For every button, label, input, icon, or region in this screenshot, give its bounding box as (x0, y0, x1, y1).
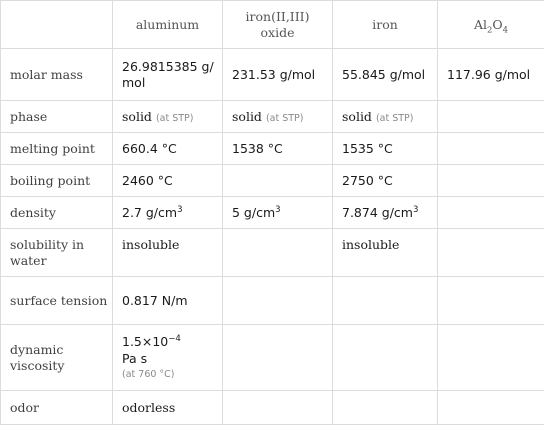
cell-iron-viscosity (333, 325, 438, 391)
exp-iron-density: 3 (412, 204, 419, 215)
cell-iron-density (333, 197, 438, 229)
cell-iron-oxide-density (223, 197, 333, 229)
value-iron-oxide-phase: solid (232, 108, 262, 124)
formula-al: Al (473, 16, 487, 32)
formula-sub-4: 4 (502, 25, 509, 35)
header-row (1, 1, 544, 49)
table-row-density (1, 197, 544, 229)
cell-al2o4-viscosity (438, 325, 544, 391)
cell-iron-melting-point: 1535 °C (333, 133, 438, 165)
table-row-odor (1, 391, 544, 425)
corner-cell (1, 1, 113, 49)
mantissa-aluminum-viscosity: 1.5×10 (122, 333, 169, 349)
cell-aluminum-boiling-point: 2460 °C (113, 165, 223, 197)
cell-iron-phase (333, 101, 438, 133)
row-label-solubility: solubility in water (1, 229, 113, 277)
value-iron-phase: solid (342, 108, 372, 124)
column-header-aluminum: aluminum (113, 1, 223, 49)
column-header-iron-oxide-text: iron(II,III) oxide (245, 8, 310, 40)
row-label-surface-tension: surface tension (1, 277, 113, 325)
cell-iron-oxide-solubility (223, 229, 333, 277)
cell-al2o4-odor (438, 391, 544, 425)
formula-o: O (492, 16, 503, 32)
cell-iron-surface-tension (333, 277, 438, 325)
table-row-viscosity (1, 325, 544, 391)
note-iron-phase: (at STP) (375, 112, 414, 124)
value-aluminum-viscosity (122, 333, 222, 350)
value-iron-density: 7.874 g/cm (342, 204, 413, 220)
cell-iron-oxide-phase (223, 101, 333, 133)
cell-iron-odor (333, 391, 438, 425)
value-iron-oxide-density: 5 g/cm (232, 204, 276, 220)
table-row-boiling-point (1, 165, 544, 197)
table-row-phase (1, 101, 544, 133)
value-aluminum-phase: solid (122, 108, 152, 124)
value-aluminum-density: 2.7 g/cm (122, 204, 178, 220)
row-label-odor: odor (1, 391, 113, 425)
row-label-density: density (1, 197, 113, 229)
cell-aluminum-density (113, 197, 223, 229)
note-aluminum-phase: (at STP) (155, 112, 194, 124)
note-iron-oxide-phase: (at STP) (265, 112, 304, 124)
table-row-molar-mass (1, 49, 544, 101)
cell-aluminum-molar-mass (113, 49, 223, 101)
cell-al2o4-molar-mass: 117.96 g/mol (438, 49, 544, 101)
row-label-phase: phase (1, 101, 113, 133)
formula-sub-2: 2 (486, 25, 493, 35)
unit-aluminum-viscosity: Pa s (122, 350, 148, 366)
cell-al2o4-melting-point (438, 133, 544, 165)
table-row-solubility (1, 229, 544, 277)
column-header-iron-oxide (223, 1, 333, 49)
cell-aluminum-melting-point: 660.4 °C (113, 133, 223, 165)
cell-al2o4-phase (438, 101, 544, 133)
row-label-viscosity: dynamic viscosity (1, 325, 113, 391)
exp-aluminum-viscosity: −4 (168, 333, 181, 344)
cell-aluminum-surface-tension: 0.817 N/m (113, 277, 223, 325)
cell-iron-boiling-point: 2750 °C (333, 165, 438, 197)
cell-aluminum-odor: odorless (113, 391, 223, 425)
table-row-surface-tension (1, 277, 544, 325)
exp-iron-oxide-density: 3 (275, 204, 281, 215)
cell-iron-solubility: insoluble (333, 229, 438, 277)
cell-iron-oxide-boiling-point (223, 165, 333, 197)
value-aluminum-molar-mass: 26.9815385 g/mol (122, 58, 214, 90)
cell-aluminum-phase (113, 101, 223, 133)
cell-iron-oxide-viscosity (223, 325, 333, 391)
cell-aluminum-solubility: insoluble (113, 229, 223, 277)
cell-iron-oxide-odor (223, 391, 333, 425)
column-header-al2o4 (438, 1, 544, 49)
cell-al2o4-density (438, 197, 544, 229)
row-label-melting-point: melting point (1, 133, 113, 165)
table-row-melting-point (1, 133, 544, 165)
cell-iron-oxide-melting-point: 1538 °C (223, 133, 333, 165)
row-label-molar-mass: molar mass (1, 49, 113, 101)
row-label-boiling-point: boiling point (1, 165, 113, 197)
cell-al2o4-solubility (438, 229, 544, 277)
cell-al2o4-boiling-point (438, 165, 544, 197)
exp-aluminum-density: 3 (177, 204, 183, 215)
cell-aluminum-viscosity (113, 325, 223, 391)
cell-iron-oxide-molar-mass: 231.53 g/mol (223, 49, 333, 101)
cell-iron-molar-mass: 55.845 g/mol (333, 49, 438, 101)
cell-al2o4-surface-tension (438, 277, 544, 325)
column-header-iron: iron (333, 1, 438, 49)
cell-iron-oxide-surface-tension (223, 277, 333, 325)
note-aluminum-viscosity: (at 760 °C) (122, 368, 175, 380)
